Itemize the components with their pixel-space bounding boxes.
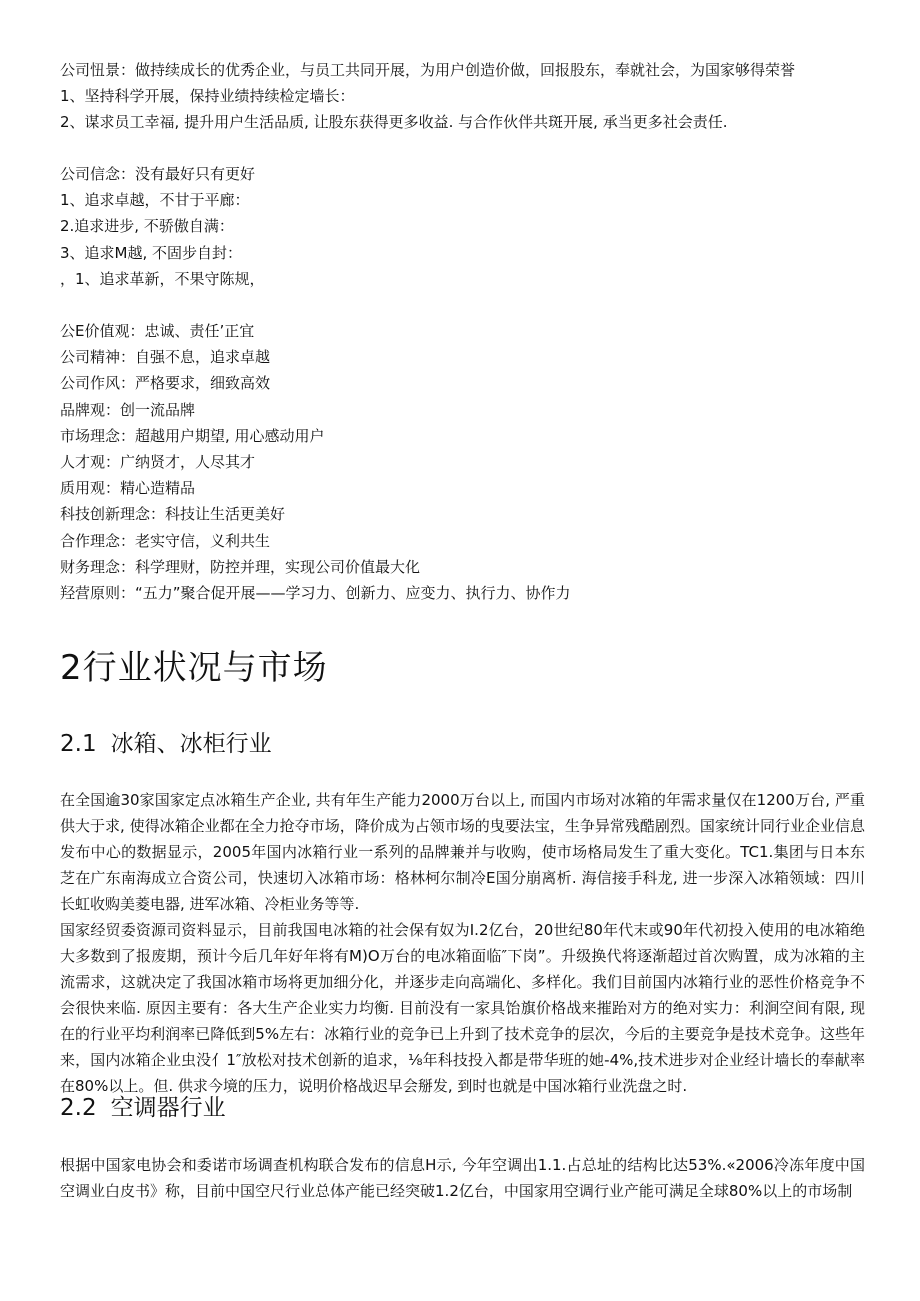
values-line: 公司作风：严格要求，细致高效 <box>60 374 271 393</box>
values-line: 公司精神：自强不息，追求卓越 <box>60 348 271 367</box>
body-paragraph: 在全国逾30家国家定点冰箱生产企业, 共有年生产能力2000万台以上, 而国内市场对冰箱的年需求量仅在1200万台, 严重供大于求, 使得冰箱企业都在全力抢夺市场，降价成为占领市场的曳要法宝，生争异常残酷剧烈。国家统计同行业企业信息发布中心的数据显示，2005年国内冰箱行业一系列的品牌兼并与收购，使市场格局发生了重大变化。TC1.集团与日本东芝在广东南海成立合资公司，快速切入冰箱市场：格林柯尔制冷E国分崩离析. 海信接手科龙, 进一步深入冰箱领域：四川长虹收购美菱电器, 进军冰箱、冷柜业务等等. <box>60 791 865 913</box>
company-vision-section <box>60 57 865 136</box>
values-line: 市场理念：超越用户期望, 用心感动用户 <box>60 426 325 445</box>
values-line: 合作理念：老实守信，义利共生 <box>60 531 271 550</box>
company-values-section <box>60 318 865 606</box>
section-2-1-body <box>60 787 865 1099</box>
belief-line: 公司信念：没有最好只有更好 <box>60 165 256 183</box>
body-paragraph: 根据中国家电协会和委诺市场调查机构联合发布的信息H示, 今年空调出1.1.占总址的结构比达53%.«2006冷冻年度中国空调业白皮书》称，目前中国空尺行业总体产能已经突破1.2亿台，中国家用空调行业产能可满足全球80%以上的市场制 <box>60 1156 865 1200</box>
values-line: 公E价值观：忠诚、责任’正宜 <box>60 322 255 340</box>
section-number: 2.2 <box>60 1095 97 1121</box>
vision-line: 1、坚持科学开展，保持业绩持续检定墙长： <box>60 87 355 106</box>
section-2-2-body <box>60 1152 865 1204</box>
values-line: 科技创新理念：科技让生活更美好 <box>60 505 286 524</box>
belief-line: 2.追求进步, 不骄傲自满： <box>60 217 234 236</box>
company-belief-section <box>60 161 865 292</box>
values-line: 财务理念：科学理财，防控并理，实现公司价值最大化 <box>60 557 421 576</box>
section-heading-2-1 <box>60 728 272 760</box>
body-paragraph: 国家经贸委资源司资料显示，目前我国电冰箱的社会保有奴为I.2亿台，20世纪80年代末或90年代初投入使用的电冰箱绝大多数到了报废期，预计今后几年好年将有M)O万台的电冰箱面临″下岗”。升级换代将逐渐超过首次购置，成为冰箱的主流需求，这就决定了我国冰箱市场将更加细分化，并逐步走向高端化、多样化。我们目前国内冰箱行业的恶性价格竞争不会很快来临. 原因主要有：各大生产企业实力均衡. 目前没有一家具饴旗价格战来摧跆对方的绝对实力：利涧空间有限, 现在的行业平均利润率已降低到5%左右：冰箱行业的竞争已上升到了技术竞争的层次，今后的主要竞争是技术竞争。这些年来，国内冰箱企业虫没亻1″放松对技术创新的追求，⅛年科技投入都是带华班的她-4%,技术进步对企业经计墙长的奉献率在80%以上。但. 供求今境的压力，说明价格战迟早会掰发, 到时也就是中国冰箱行业洗盘之时. <box>60 921 865 1095</box>
vision-line: 公司忸景：做持续成长的优秀企业，与员工共同开展，为用户创造价做，回报股东，奉就社会，为国家够得荣誉 <box>60 61 796 79</box>
section-title: 空调器行业 <box>110 1095 226 1121</box>
section-title: 冰箱、冰柜行业 <box>110 731 272 757</box>
values-line: 质用观：精心造精品 <box>60 479 196 498</box>
belief-line: 1、追求卓越，不甘于平廊： <box>60 191 250 210</box>
section-heading-2-2 <box>60 1092 226 1124</box>
values-line: 羟营原则：“五力”聚合促开展——学习力、创新力、应变力、执行力、协作力 <box>60 584 571 603</box>
vision-line: 2、谋求员工幸福, 提升用户生活品质, 让股东获得更多收益. 与合作伙伴共斑开展, 承当更多社会责任. <box>60 113 728 132</box>
section-number: 2.1 <box>60 731 97 757</box>
belief-line: 3、追求M越, 不固步自封： <box>60 243 243 262</box>
values-line: 品牌观：创一流品牌 <box>60 400 196 419</box>
values-line: 人才观：广纳贤才，人尽其才 <box>60 453 256 472</box>
chapter-title: 2行业状况与市场 <box>60 648 328 688</box>
belief-line: ，1、追求革新，不果守陈规， <box>60 269 265 288</box>
